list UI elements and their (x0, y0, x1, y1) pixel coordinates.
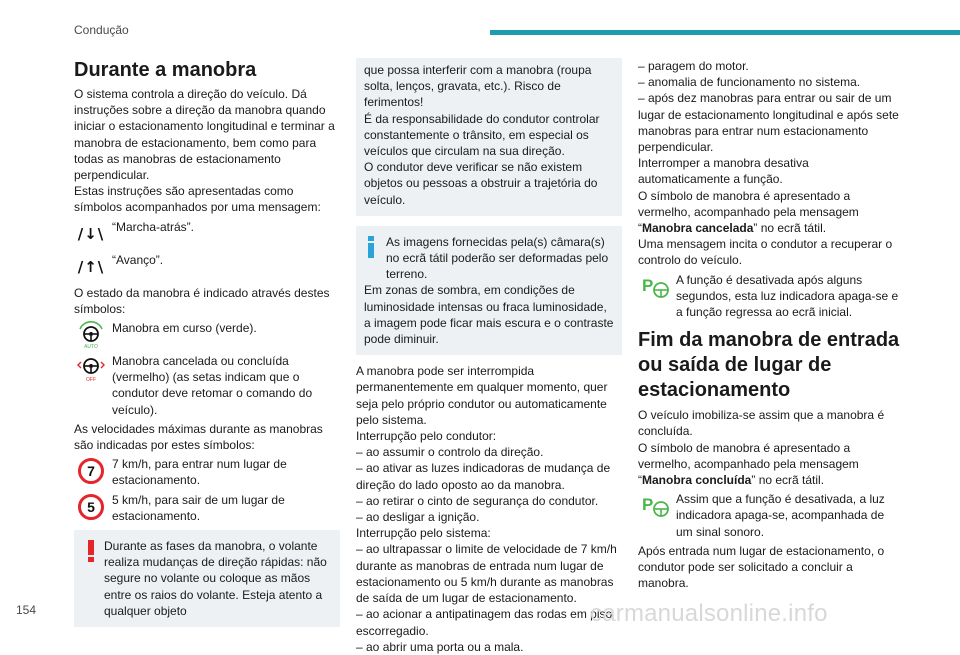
state-intro: O estado da manobra é indicado através destes símbolos: (74, 285, 330, 316)
svg-text:AUTO: AUTO (84, 344, 98, 351)
column-3 (638, 58, 904, 591)
deactivate-label: A função é desativada após alguns segundos, esta luz indicadora apaga-se e a função regressa ao ecrã inicial. (676, 272, 899, 320)
deactivate-row (638, 272, 904, 321)
immobilize-paragraph: O veículo imobiliza-se assim que a manobra é concluída. (638, 408, 885, 439)
concluded-paragraph: O símbolo de manobra é apresentado a vermelho, acompanhado pela mensagem “Manobra concluída” no ecrã tátil. (638, 440, 859, 488)
list-line: – após dez manobras para entrar ou sair de um lugar de estacionamento longitudinal e após sete manobras para entrar num estacionamento perpendicular. (638, 91, 899, 155)
cancelled-row (74, 353, 340, 418)
speed5-label: 5 km/h, para sair de um lugar de estacionamento. (112, 492, 285, 523)
section-title: Durante a manobra (74, 59, 257, 81)
info-text-2: Em zonas de sombra, em condições de luminosidade intensas ou fraca luminosidade, a imagem pode ficar mais escura e o contraste pode diminuir. (364, 283, 614, 347)
interrupt-line: Interrupção pelo condutor: (356, 429, 497, 444)
steering-wheel-off-icon (74, 353, 108, 383)
speed7-label: 7 km/h, para entrar num lugar de estacionamento. (112, 457, 287, 488)
speeds-intro: As velocidades máximas durante as manobras são indicadas por estes símbolos: (74, 421, 323, 453)
page-number: 154 (16, 603, 37, 617)
interrupt-line: – ao desligar a ignição. (356, 510, 480, 525)
list-line: – anomalia de funcionamento no sistema. (638, 75, 861, 90)
svg-text:P: P (642, 275, 654, 295)
warning-note (74, 530, 340, 627)
interrupt-line: – ao assumir o controlo da direção. (356, 445, 544, 460)
column-1 (74, 58, 340, 635)
speed-limit-7-icon: 7 (78, 458, 104, 484)
interrupt-line: – ao acionar a antipatinagem das rodas em piso escorregadio. (356, 607, 613, 638)
intro-paragraph: O sistema controla a direção do veículo. Dá instruções sobre a direção da manobra quando iniciar o estacionamento longitudinal e terminar a manobra de estacionamento, bem como para todas as manobras de estacionamento perpendicular. (74, 87, 335, 183)
warning-cont-1: que possa interferir com a manobra (roupa solta, lenços, gravata, etc.). Risco de ferimentos! (364, 63, 592, 110)
header-accent-bar (490, 30, 960, 35)
forward-arrows-icon: /↑\ (77, 257, 105, 276)
speed-limit-5-icon: 5 (78, 494, 104, 520)
warning-cont-3: O condutor deve verificar se não existem objetos ou pessoas a obstruir a trajetória do veículo. (364, 160, 598, 207)
info-icon (364, 234, 382, 264)
steering-wheel-auto-icon (74, 320, 108, 350)
speed7-row (74, 456, 340, 488)
cancelled-label: Manobra cancelada ou concluída (vermelho) (as setas indicam que o condutor deve retomar o comando do veículo). (112, 354, 313, 417)
interrupt-line: Interrupção pelo sistema: (356, 526, 491, 541)
svg-text:OFF: OFF (86, 377, 96, 384)
speed5-row (74, 492, 340, 524)
info-text-1: As imagens fornecidas pela(s) câmara(s) no ecrã tátil poderão ser deformadas pelo terreno. (386, 234, 609, 282)
warning-cont-2: É da responsabilidade do condutor controlar constantemente o trânsito, em especial os veículos que circulam na sua direção. (364, 111, 600, 159)
reverse-row (74, 219, 340, 249)
park-assist-indicator-icon (638, 491, 672, 521)
deactivate2-label: Assim que a função é desativada, a luz indicadora apaga-se, acompanhada de um sinal sonoro. (676, 492, 885, 539)
warning-note-continued (356, 58, 622, 216)
red-symbol-paragraph: O símbolo de manobra é apresentado a vermelho, acompanhado pela mensagem “Manobra cancelada” no ecrã tátil. (638, 188, 859, 236)
reverse-label: “Marcha-atrás”. (112, 219, 195, 234)
watermark: carmanualsonline.info (590, 600, 828, 627)
deactivate2-row (638, 491, 904, 540)
list-line: Interromper a manobra desativa automaticamente a função. (638, 156, 809, 187)
exclamation-icon (82, 538, 100, 568)
park-assist-indicator-icon (638, 272, 672, 302)
info-note (356, 226, 622, 355)
recover-paragraph: Uma mensagem incita o condutor a recuperar o controlo do veículo. (638, 237, 893, 268)
interrupt-line: – ao retirar o cinto de segurança do condutor. (356, 493, 599, 508)
forward-row (74, 252, 340, 282)
in-progress-label: Manobra em curso (verde). (112, 321, 257, 336)
interrupt-line: – ao ultrapassar o limite de velocidade de 7 km/h durante as manobras de entrada num lugar de estacionamento ou 5 km/h durante as manobras de saída de um lugar de estacionamento. (356, 542, 617, 606)
warning-text: Durante as fases da manobra, o volante realiza mudanças de direção rápidas: não segure no volante ou coloque as mãos entre os raios do volante. Esteja atento a qualquer objeto (104, 539, 327, 618)
interrupt-line: – ao abrir uma porta ou a mala. (356, 639, 524, 654)
end-section-title: Fim da manobra de entrada ou saída de lugar de estacionamento (638, 329, 900, 402)
forward-label: “Avanço”. (112, 252, 164, 267)
section-header: Condução (74, 23, 129, 37)
svg-text:P: P (642, 495, 654, 515)
in-progress-row (74, 320, 340, 350)
instructions-paragraph: Estas instruções são apresentadas como símbolos acompanhados por uma mensagem: (74, 184, 321, 215)
reverse-arrows-icon: /↓\ (77, 224, 105, 243)
list-line: – paragem do motor. (638, 59, 749, 73)
interrupt-line: – ao ativar as luzes indicadoras de mudança de direção do lado oposto ao da manobra. (356, 461, 611, 492)
interrupt-line: A manobra pode ser interrompida permanentemente em qualquer momento, quer seja pelo próprio condutor ou automaticamente pelo sistema. (356, 364, 608, 427)
final-paragraph: Após entrada num lugar de estacionamento, o condutor pode ser solicitado a concluir a manobra. (638, 543, 885, 591)
column-2 (356, 58, 622, 655)
